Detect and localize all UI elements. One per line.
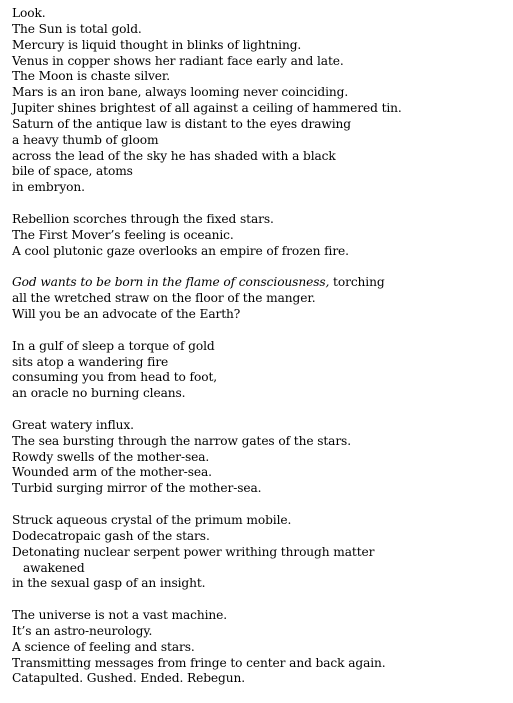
poem-line: bile of space, atoms — [12, 164, 133, 179]
poem-line: an oracle no burning cleans. — [12, 386, 186, 401]
poem-line: The Moon is chaste silver. — [12, 69, 171, 84]
poem-body — [12, 6, 507, 687]
poem-line: Turbid surging mirror of the mother-sea. — [12, 481, 262, 496]
stanza-break — [12, 592, 507, 608]
poem-line: in embryon. — [12, 180, 85, 195]
poem-line: The universe is not a vast machine. — [12, 608, 228, 623]
poem-line: Dodecatropaic gash of the stars. — [12, 528, 210, 543]
stanza-break — [12, 196, 507, 212]
poem-line: Saturn of the antique law is distant to the eyes drawing — [12, 116, 352, 131]
line-continuation: torching — [329, 275, 385, 290]
poem-line: across the lead of the sky he has shaded with a black — [12, 148, 336, 163]
stanza-5 — [12, 418, 507, 497]
poem-line: a heavy thumb of gloom — [12, 132, 159, 147]
stanza-4 — [12, 339, 507, 402]
poem-line: The Sun is total gold. — [12, 21, 142, 36]
poem-line: In a gulf of sleep a torque of gold — [12, 338, 215, 353]
poem-line: A science of feeling and stars. — [12, 639, 195, 654]
poem-line: Venus in copper shows her radiant face early and late. — [12, 53, 344, 68]
stanza-6 — [12, 513, 507, 592]
poem-line: Will you be an advocate of the Earth? — [12, 307, 241, 322]
poem-line: It’s an astro-neurology. — [12, 623, 153, 638]
poem-line-indented: awakened — [23, 560, 85, 575]
stanza-2 — [12, 212, 507, 260]
poem-line: Look. — [12, 6, 46, 20]
poem-line: Transmitting messages from fringe to center and back again. — [12, 655, 386, 670]
poem-line: A cool plutonic gaze overlooks an empire of frozen fire. — [12, 243, 349, 258]
poem-line: Detonating nuclear serpent power writhing through matter — [12, 544, 375, 559]
italic-phrase: God wants to be born in the flame of consciousness, — [12, 275, 330, 290]
stanza-break — [12, 260, 507, 276]
poem-line: Rowdy swells of the mother-sea. — [12, 449, 210, 464]
poem-line: Mars is an iron bane, always looming never coinciding. — [12, 85, 349, 100]
poem-line: in the sexual gasp of an insight. — [12, 576, 206, 591]
poem-line: consuming you from head to foot, — [12, 370, 218, 385]
stanza-break — [12, 402, 507, 418]
stanza-3 — [12, 275, 507, 323]
poem-line: The First Mover’s feeling is oceanic. — [12, 227, 234, 242]
poem-line: sits atop a wandering fire — [12, 354, 169, 369]
stanza-break — [12, 497, 507, 513]
poem-line: Great watery influx. — [12, 417, 134, 432]
poem-line: Wounded arm of the mother-sea. — [12, 465, 212, 480]
stanza-1 — [12, 6, 507, 196]
stanza-break — [12, 323, 507, 339]
poem-line: The sea bursting through the narrow gates of the stars. — [12, 433, 351, 448]
stanza-7 — [12, 608, 507, 687]
poem-line — [12, 275, 507, 291]
poem-line: Catapulted. Gushed. Ended. Rebegun. — [12, 671, 246, 686]
poem-line: Struck aqueous crystal of the primum mobile. — [12, 513, 292, 527]
poem-line: Mercury is liquid thought in blinks of lightning. — [12, 37, 302, 52]
poem-line: all the wretched straw on the floor of the manger. — [12, 291, 316, 306]
poem-line: Rebellion scorches through the fixed stars. — [12, 211, 274, 226]
poem-line: Jupiter shines brightest of all against a ceiling of hammered tin. — [12, 101, 402, 116]
